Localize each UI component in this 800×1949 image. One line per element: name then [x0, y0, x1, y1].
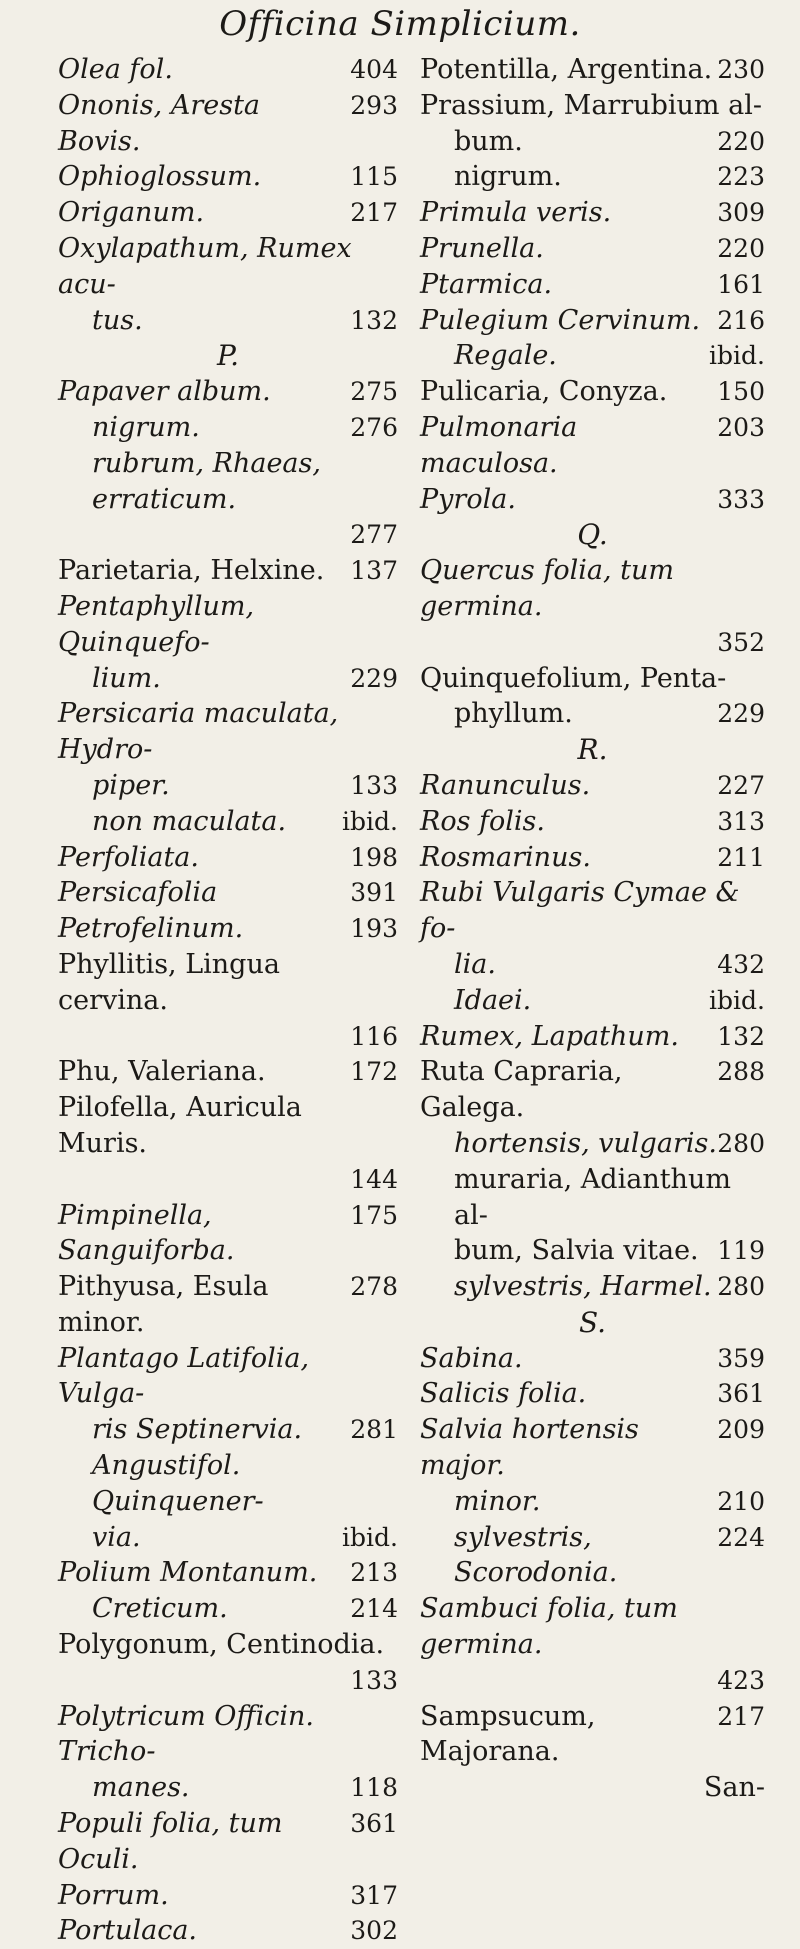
entry-term: Pulicaria, Conyza. — [420, 376, 668, 408]
index-entry — [420, 1233, 765, 1269]
index-entry — [58, 1269, 398, 1341]
page-reference: 132 — [350, 305, 398, 335]
index-entry — [58, 661, 398, 697]
index-entry — [420, 804, 765, 840]
entry-term: Salvia hortensis major. — [420, 1414, 639, 1482]
index-entry — [58, 1770, 398, 1806]
index-entry — [420, 1019, 765, 1055]
page-reference: 213 — [350, 1558, 398, 1588]
page-reference: 198 — [350, 842, 398, 872]
index-entry — [58, 768, 398, 804]
page-reference: 359 — [717, 1343, 765, 1373]
entry-term: Prunella. — [420, 232, 544, 264]
entry-term: Sampsucum, Majorana. — [420, 1700, 596, 1768]
section-letter: S. — [578, 1305, 607, 1339]
index-entry — [420, 1269, 765, 1305]
page-reference: 209 — [717, 1415, 765, 1445]
entry-term: Origanum. — [58, 197, 205, 229]
running-head: Officina Simplicium. — [219, 4, 581, 44]
index-entry — [420, 1591, 765, 1663]
index-entry — [58, 52, 398, 88]
page-reference: 313 — [717, 806, 765, 836]
page-reference: 144 — [350, 1164, 398, 1194]
page-reference: 150 — [717, 377, 765, 407]
entry-term: Pyrola. — [420, 483, 516, 515]
index-entry — [420, 1126, 765, 1162]
page-reference: 277 — [350, 520, 398, 550]
page-reference: 309 — [717, 198, 765, 228]
page-reference: 115 — [350, 162, 398, 192]
entry-term: Prassium, Marrubium al- — [420, 89, 762, 121]
index-entry — [420, 983, 765, 1019]
index-entry — [58, 1591, 398, 1627]
entry-term: Ros folis. — [420, 805, 545, 837]
left-column — [58, 52, 398, 1949]
entry-term: Porrum. — [58, 1879, 169, 1911]
entry-term: Persicafolia — [58, 877, 218, 909]
index-entry — [420, 553, 765, 625]
page-reference: 161 — [717, 269, 765, 299]
index-entry — [420, 267, 765, 303]
page-reference: 432 — [717, 949, 765, 979]
page-reference: 133 — [350, 1665, 398, 1695]
entry-term: Quercus folia, tum germina. — [420, 555, 674, 622]
page-reference: 280 — [717, 1128, 765, 1158]
entry-term: sylvestris, Scorodonia. — [454, 1521, 618, 1589]
index-entry — [58, 1448, 398, 1520]
index-entry — [58, 1699, 398, 1771]
entry-term: Ruta Capraria, Galega. — [420, 1056, 623, 1124]
index-entry — [58, 1878, 398, 1914]
index-entry — [58, 1198, 398, 1270]
index-entry — [58, 88, 398, 160]
catchword: San- — [703, 1772, 765, 1804]
index-entry — [58, 1054, 398, 1090]
entry-term: piper. — [92, 769, 170, 801]
page-reference: 193 — [350, 914, 398, 944]
index-entry — [420, 159, 765, 195]
entry-term: Pulmonaria maculosa. — [420, 411, 578, 479]
entry-term: Potentilla, Argentina. — [420, 54, 713, 85]
index-entry — [58, 911, 398, 947]
page-reference: 361 — [350, 1809, 398, 1839]
entry-term: phyllum. — [454, 698, 573, 730]
entry-term: Petrofelinum. — [58, 913, 244, 945]
page-reference: 276 — [350, 412, 398, 442]
page-reference: 133 — [350, 770, 398, 800]
index-entry — [420, 1054, 765, 1126]
page-reference: 224 — [717, 1522, 765, 1552]
page-reference: 391 — [350, 878, 398, 908]
page-reference: 404 — [350, 55, 398, 84]
index-entry — [420, 231, 765, 267]
entry-term: Polium Montanum. — [58, 1557, 318, 1589]
index-entry — [420, 303, 765, 339]
index-entry — [420, 1162, 765, 1234]
section-letter: R. — [577, 733, 608, 767]
entry-term: Sabina. — [420, 1342, 523, 1374]
entry-term: Pilofella, Auricula Muris. — [58, 1092, 302, 1159]
entry-term: Ranunculus. — [420, 769, 591, 801]
index-entry — [58, 1913, 398, 1949]
index-entry — [420, 1412, 765, 1484]
entry-term: Pentaphyllum, Quinquefo- — [58, 590, 255, 658]
index-entry — [58, 159, 398, 195]
entry-term: tus. — [92, 304, 143, 336]
entry-term: Oxylapathum, Rumex acu- — [58, 232, 352, 300]
entry-term: nigrum. — [454, 161, 562, 193]
index-entry — [58, 1806, 398, 1878]
index-entry — [420, 1341, 765, 1377]
index-entry — [420, 1484, 765, 1520]
entry-term: Portulaca. — [58, 1915, 198, 1947]
page-reference: ibid. — [342, 1522, 398, 1552]
entry-term: Pithyusa, Esula minor. — [58, 1271, 269, 1338]
index-entry — [58, 410, 398, 446]
entry-term: Populi folia, tum Oculi. — [58, 1808, 283, 1875]
page-reference: 275 — [350, 377, 398, 407]
index-entry — [58, 875, 398, 911]
page-reference: 220 — [717, 233, 765, 263]
page-reference: 172 — [350, 1057, 398, 1087]
index-entry — [58, 231, 398, 303]
index-entry — [420, 1520, 765, 1592]
entry-term: Phyllitis, Lingua cervina. — [58, 948, 280, 1016]
entry-term: Sambuci folia, tum germina. — [420, 1593, 678, 1661]
index-entry — [420, 947, 765, 983]
page-reference: 229 — [350, 663, 398, 693]
index-entry — [420, 52, 765, 88]
page-reference: 220 — [717, 126, 765, 156]
entry-term: non maculata. — [92, 805, 287, 837]
entry-term: ris Septinervia. — [92, 1414, 303, 1446]
entry-term: Pimpinella, Sanguiforba. — [58, 1199, 235, 1267]
entry-term: lia. — [454, 948, 496, 980]
index-entry — [58, 589, 398, 661]
index-entry — [420, 195, 765, 231]
index-entry — [58, 947, 398, 1019]
entry-term: Papaver album. — [58, 376, 271, 408]
index-entry — [58, 840, 398, 876]
right-column — [420, 52, 765, 1806]
entry-term: Phu, Valeriana. — [58, 1056, 266, 1088]
index-entry — [58, 1627, 398, 1663]
entry-term: minor. — [454, 1485, 541, 1517]
page-reference: 229 — [717, 699, 765, 729]
page-reference: 210 — [717, 1486, 765, 1516]
index-entry — [58, 1090, 398, 1162]
page-reference: 227 — [717, 770, 765, 800]
entry-term: Primula veris. — [420, 197, 612, 229]
page-reference: 217 — [717, 1701, 765, 1731]
page-reference: 293 — [350, 90, 398, 120]
index-entry — [420, 482, 765, 518]
entry-term: nigrum. — [92, 411, 200, 443]
entry-term: Regale. — [454, 340, 557, 372]
page-reference: ibid. — [342, 806, 398, 836]
index-entry — [58, 1412, 398, 1448]
entry-term: Parietaria, Helxine. — [58, 555, 325, 587]
entry-term: rubrum, Rhaeas, erraticum. — [92, 447, 321, 515]
index-entry — [420, 374, 765, 410]
entry-term: bum, Salvia vitae. — [454, 1235, 699, 1267]
page-reference: 216 — [717, 305, 765, 335]
section-letter: Q. — [577, 518, 608, 552]
page-reference: 119 — [717, 1236, 765, 1266]
page-reference: 223 — [717, 162, 765, 192]
page-reference: 116 — [350, 1021, 398, 1051]
entry-term: Olea fol. — [58, 54, 173, 85]
entry-term: Plantago Latifolia, Vulga- — [58, 1342, 310, 1410]
entry-term: Ptarmica. — [420, 268, 553, 300]
entry-term: hortensis, vulgaris. — [454, 1127, 717, 1159]
entry-term: Creticum. — [92, 1593, 228, 1625]
entry-term: Polytricum Officin. Tricho- — [58, 1700, 314, 1768]
entry-term: sylvestris, Harmel. — [454, 1271, 712, 1303]
entry-term: Rubi Vulgaris Cymae & fo- — [420, 877, 740, 945]
page-reference: 132 — [717, 1021, 765, 1051]
entry-term: via. — [92, 1521, 141, 1553]
entry-term: Angustifol. Quinquener- — [92, 1450, 264, 1517]
index-entry — [420, 875, 765, 947]
page-reference: 280 — [717, 1272, 765, 1302]
page-reference: 118 — [350, 1773, 398, 1803]
entry-term: lium. — [92, 662, 161, 694]
entry-term: Polygonum, Centinodia. — [58, 1629, 385, 1661]
index-entry — [420, 840, 765, 876]
entry-term: Persicaria maculata, Hydro- — [58, 698, 339, 766]
entry-term: bum. — [454, 125, 523, 157]
page-reference: 203 — [717, 412, 765, 442]
index-entry — [420, 1376, 765, 1412]
page-reference: 352 — [717, 627, 765, 657]
index-entry — [420, 768, 765, 804]
index-entry — [58, 804, 398, 840]
entry-term: Rosmarinus. — [420, 841, 591, 873]
entry-term: Quinquefolium, Penta- — [420, 662, 727, 694]
page-reference: 137 — [350, 556, 398, 586]
entry-term: Pulegium Cervinum. — [420, 304, 701, 336]
page-reference: 423 — [717, 1665, 765, 1695]
page-reference: 230 — [717, 55, 765, 84]
index-entry — [58, 303, 398, 339]
index-entry — [420, 1699, 765, 1771]
page-reference: 175 — [350, 1200, 398, 1230]
page-reference: 211 — [717, 842, 765, 872]
page-reference: 281 — [350, 1415, 398, 1445]
page-reference: ibid. — [709, 341, 765, 371]
entry-term: Idaei. — [454, 984, 532, 1016]
index-entry — [420, 410, 765, 482]
entry-term: Perfoliata. — [58, 841, 199, 873]
page-reference: 278 — [350, 1272, 398, 1302]
page-reference: 361 — [717, 1379, 765, 1409]
index-entry — [58, 553, 398, 589]
index-entry — [58, 1341, 398, 1413]
section-letter: P. — [216, 339, 240, 373]
page-reference: 333 — [717, 484, 765, 514]
entry-term: Salicis folia. — [420, 1378, 587, 1410]
page-reference: 302 — [350, 1916, 398, 1946]
index-entry — [58, 195, 398, 231]
page-reference: 317 — [350, 1880, 398, 1910]
index-entry — [420, 661, 765, 697]
entry-term: Ophioglossum. — [58, 161, 262, 193]
page-reference: ibid. — [709, 985, 765, 1015]
index-entry — [58, 374, 398, 410]
index-entry — [58, 1555, 398, 1591]
entry-term: Ononis, Aresta Bovis. — [58, 89, 261, 157]
entry-term: muraria, Adianthum al- — [454, 1163, 731, 1231]
index-entry — [420, 88, 765, 124]
page-reference: 217 — [350, 198, 398, 228]
entry-term: manes. — [92, 1772, 190, 1804]
index-entry — [58, 446, 398, 518]
index-entry — [420, 124, 765, 160]
index-entry — [420, 338, 765, 374]
page-reference: 214 — [350, 1594, 398, 1624]
index-entry — [58, 696, 398, 768]
entry-term: Rumex, Lapathum. — [420, 1020, 679, 1052]
index-entry — [420, 696, 765, 732]
page-reference: 288 — [717, 1057, 765, 1087]
index-entry — [58, 1520, 398, 1556]
